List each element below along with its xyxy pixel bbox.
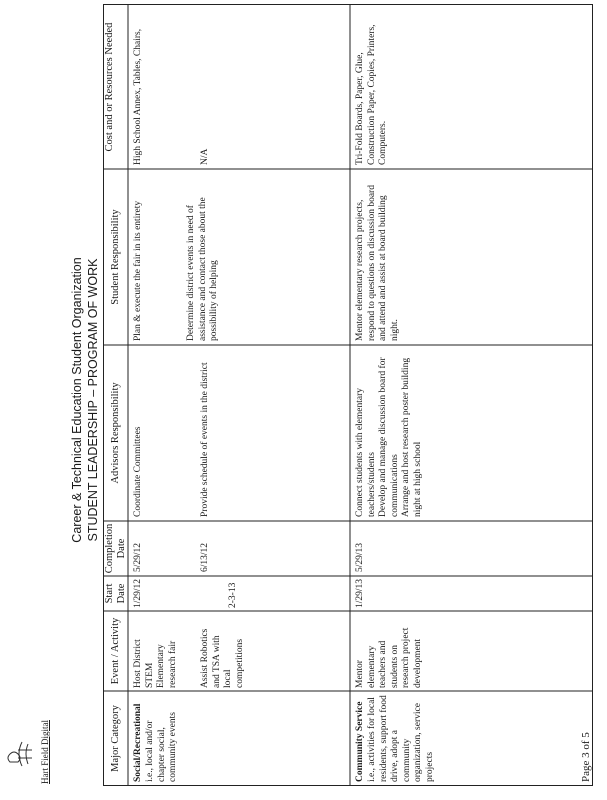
col-header-completion-date: Completion Date xyxy=(104,523,127,574)
row2-entry1-event: Mentor elementary teachers and students on research project development xyxy=(355,627,423,688)
row2-entry1-advisor: Connect students with elementary teachers/students Develop and manage discussion board for communications Arrange and host research poster building night at high school xyxy=(355,357,423,517)
col-header-cost-resources: Cost and or Resources Needed xyxy=(104,22,115,152)
row1-category-desc: i.e., local and/or chapter social, community events xyxy=(145,712,178,782)
row2-category-desc: i.e., activities for local residents, support food drive, adopt a community organization, service projects xyxy=(367,695,435,782)
row1-entry1-cost: High School Annex, Tables, Chairs, xyxy=(133,28,143,165)
col-header-major-category: Major Category xyxy=(110,705,121,772)
document-subtitle: STUDENT LEADERSHIP – PROGRAM OF WORK xyxy=(86,258,100,542)
col-header-event-activity: Event / Activity xyxy=(110,617,121,685)
row1-entry1-advisor: Coordinate Committees xyxy=(133,426,143,517)
row1-entry1-completion: 5/29/12 xyxy=(133,542,143,572)
row2-entry1-cost: Tri-Fold Boards, Paper, Glue, Construction Paper, Copies, Printers, Computers. xyxy=(355,24,388,165)
row2-entry1-completion: 5/29/13 xyxy=(355,542,365,572)
col-header-advisors-responsibility: Advisors Responsibility xyxy=(110,382,121,484)
col-header-start-date: Start Date xyxy=(104,583,127,604)
row2-category-title: Community Service xyxy=(355,701,365,782)
document-title: Career & Technical Education Student Organization xyxy=(70,257,84,543)
col-header-student-responsibility: Student Responsibility xyxy=(110,209,121,305)
row2-entry1-student: Mentor elementary research projects, respond to questions on discussion board and attend and assist at board building night. xyxy=(355,185,400,341)
logo-caption: Hart Field Digital xyxy=(40,720,50,784)
row1-entry2-event: Assist Robotics and TSA with local competitions xyxy=(200,628,245,688)
row1-entry1-student: Plan & execute the fair in its entirety xyxy=(133,200,143,341)
row1-entry2-completion: 6/13/12 xyxy=(200,542,210,572)
row1-entry1-event: Host District STEM Elementary research fair xyxy=(133,639,178,688)
page-number: Page 3 of 5 xyxy=(580,732,592,782)
row1-entry2-student: Determine district events in need of assistance and contact those about the possibility of helping xyxy=(186,197,219,341)
row1-entry1-start: 1/29/12 xyxy=(133,578,143,608)
row1-entry2-cost: N/A xyxy=(200,148,210,165)
row1-category-title: Social/Recreational xyxy=(133,703,143,782)
district-logo-icon xyxy=(4,724,42,784)
row1-entry2-start: 2-3-13 xyxy=(228,582,238,608)
row2-entry1-start: 1/29/13 xyxy=(355,578,365,608)
row1-entry2-advisor: Provide schedule of events in the district xyxy=(200,362,210,517)
